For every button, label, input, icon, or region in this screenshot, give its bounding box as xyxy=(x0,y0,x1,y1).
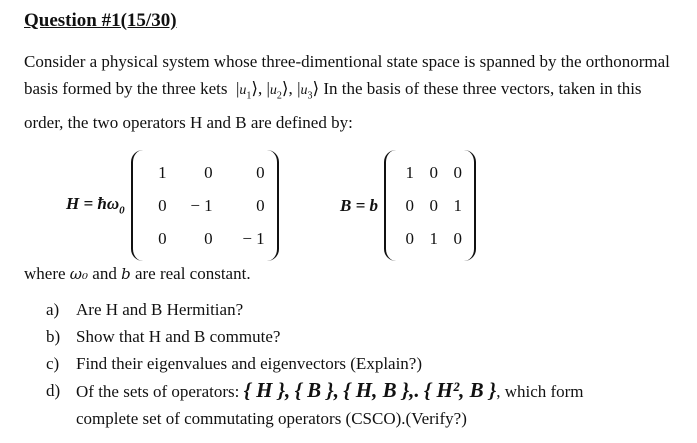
ket-u1: $|u_1⟩$, xyxy=(231,79,263,102)
matrix-cell: 0 xyxy=(204,229,213,248)
matrix-cell: 0 xyxy=(429,163,439,182)
question-parts xyxy=(46,296,676,432)
list-item: b) Show that H and B commute? xyxy=(46,327,281,346)
matrix-b-block xyxy=(340,150,476,261)
matrix-b-label: B = b xyxy=(340,195,379,215)
question-intro xyxy=(24,48,676,136)
matrix-cell: 0 xyxy=(158,229,167,248)
matrix-h-block xyxy=(66,150,279,261)
matrix-cell: 1 xyxy=(158,163,167,182)
matrix-cell: 0 xyxy=(453,229,463,248)
intro-text-1: Consider a physical system whose three-dimentional state space is spanned by the orthonormal basis formed by the three kets xyxy=(24,52,670,98)
matrix-cell: − 1 xyxy=(242,229,265,248)
list-item: c) Find their eigenvalues and eigenvectors (Explain?) xyxy=(46,354,423,373)
matrix-b xyxy=(384,150,476,261)
matrix-cell: 0 xyxy=(256,163,265,182)
list-item: a) Are H and B Hermitian? xyxy=(46,300,244,319)
ket-u3: $|u_3⟩$ xyxy=(297,79,320,102)
ket-u2: $|u_2⟩$, xyxy=(266,79,293,102)
matrix-cell: 0 xyxy=(429,196,439,215)
matrix-cell: 0 xyxy=(453,163,463,182)
matrix-cell: 0 xyxy=(405,196,415,215)
matrix-cell: − 1 xyxy=(190,196,213,215)
matrix-cell: 0 xyxy=(405,229,415,248)
question-title: Question #1(15/30) xyxy=(24,10,177,31)
matrix-cell: 1 xyxy=(453,196,463,215)
matrix-cell: 1 xyxy=(429,229,439,248)
where-line: where ω₀ and b are real constant. xyxy=(24,264,251,283)
matrix-cell: 0 xyxy=(158,196,167,215)
intro-text-2: In the basis of these three vectors, taken in this order, the two operators H and B are defined by: xyxy=(24,79,642,133)
matrix-cell: 0 xyxy=(204,163,213,182)
list-item: d) Of the sets of operators: { H }, { B }, { H, B },. { H², B }, which form complete set of commutating operators (CSCO).(Verify?) xyxy=(46,378,584,428)
matrix-cell: 0 xyxy=(256,196,265,215)
matrix-h-label: $H = ħ\omega_0$ xyxy=(66,194,125,217)
matrix-cell: 1 xyxy=(405,163,415,182)
matrix-h xyxy=(131,150,279,261)
